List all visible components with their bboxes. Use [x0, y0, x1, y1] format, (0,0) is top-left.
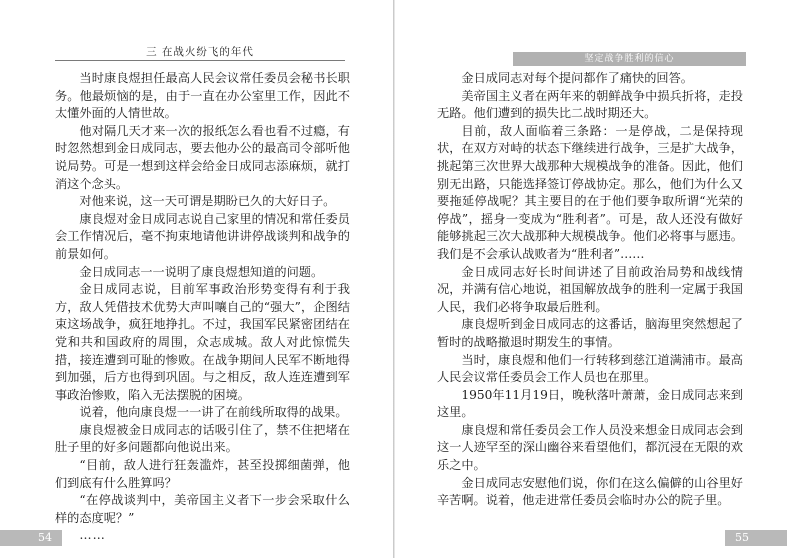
paragraph: 对他来说，这一天可谓是期盼已久的大好日子。	[79, 194, 336, 209]
paragraph: 金日成同志好长时间讲述了目前政治局势和战线情况，并满有信心地说，祖国解放战争的胜利一定属于我国人民，我们必将争取最后胜利。	[437, 264, 743, 314]
paragraph: “目前，敌人进行狂轰滥炸，甚至投掷细菌弹，他们到底有什么胜算吗？	[55, 458, 350, 490]
paragraph: 当时，康良煜和他们一行转移到慈江道满浦市。最高人民会议常任委员会工作人员也在那里。	[437, 352, 743, 385]
paragraph: “在停战谈判中，美帝国主义者下一步会采取什么样的态度呢？”	[55, 493, 350, 525]
paragraph: 美帝国主义者在两年来的朝鲜战争中损兵折将，走投无路。他们遭到的损失比二战时期还大。	[437, 88, 743, 121]
body-text	[437, 70, 743, 510]
paragraph: 金日成同志安慰他们说，你们在这么偏僻的山谷里好辛苦啊。说着，他走进常任委员会临时办公的院子里。	[437, 475, 743, 508]
right-page	[395, 0, 787, 558]
paragraph: 1950年11月19日，晚秋落叶萧萧，金日成同志来到这里。	[437, 387, 743, 420]
page-number: 54	[38, 531, 52, 544]
paragraph: 当时康良煜担任最高人民会议常任委员会秘书长职务。他最烦恼的是，由于一直在办公室里工作，因此不太懂外面的人情世故。	[55, 71, 350, 121]
paragraph: 康良煜对金日成同志说自己家里的情况和常任委员会工作情况后，毫不拘束地请他讲讲停战谈判和战争的前景如何。	[55, 211, 350, 261]
paragraph: 目前，敌人面临着三条路：一是停战，二是保持现状，在双方对峙的状态下继续进行战争，三是扩大战争，挑起第三次世界大战那种大规模战争的准备。因此，他们别无出路，只能选择签订停战协定。那么，他们为什么又要拖延停战呢？其主要目的在于他们要争取所谓“光荣的停战”，摇身一变成为“胜利者”。可是，敌人还没有做好能够挑起三次大战那种大规模战争。他们必将事与愿违。我们是不会承认战败者为“胜利者”……	[437, 123, 743, 261]
running-header	[513, 52, 746, 66]
paragraph: 金日成同志对每个提问都作了痛快的回答。	[461, 71, 693, 85]
paragraph: 说着，他向康良煜一一讲了在前线所取得的战果。	[79, 405, 348, 420]
page-number: 55	[735, 531, 749, 544]
paragraph: 康良煜被金日成同志的话吸引住了，禁不住把堵在肚子里的好多问题都向他说出来。	[55, 422, 350, 455]
paragraph: 他对隔几天才来一次的报纸怎么看也看不过瘾，有时忽然想到金日成同志，要去他办公的最高司令部听他说局势。可是一想到这样会给金日成同志添麻烦，就打消这个念头。	[55, 123, 350, 191]
body-text	[55, 70, 350, 545]
paragraph: 康良煜和常任委员会工作人员没来想金日成同志会到这一人迹罕至的深山幽谷来看望他们，都沉浸在无限的欢乐之中。	[437, 422, 743, 473]
left-page	[0, 0, 393, 558]
paragraph: 金日成同志一一说明了康良煜想知道的问题。	[79, 264, 324, 279]
chapter-title: 三 在战火纷飞的年代	[146, 46, 254, 58]
ellipsis-paragraph: ……	[79, 528, 106, 543]
running-header	[55, 44, 345, 62]
paragraph: 康良煜听到金日成同志的这番话，脑海里突然想起了暂时的战略撤退时期发生的事情。	[437, 317, 743, 349]
section-title: 坚定战争胜利的信心	[584, 54, 675, 64]
paragraph: 金日成同志说，目前军事政治形势变得有利于我方，敌人凭借技术优势大声叫嚷自己的“强大”，企图结束这场战争，疯狂地挣扎。不过，我国军民紧密团结在党和共和国政府的周围，众志成城。敌人对此惊慌失措，接连遭到可耻的惨败。在战争期间人民军不断地得到加强，后方也得到巩固。与之相反，敌人连连遭到军事政治惨败，陷入无法摆脱的困境。	[55, 282, 350, 402]
header-rule	[55, 60, 345, 61]
page-number-tab	[0, 530, 62, 546]
page-number-tab	[725, 530, 787, 546]
